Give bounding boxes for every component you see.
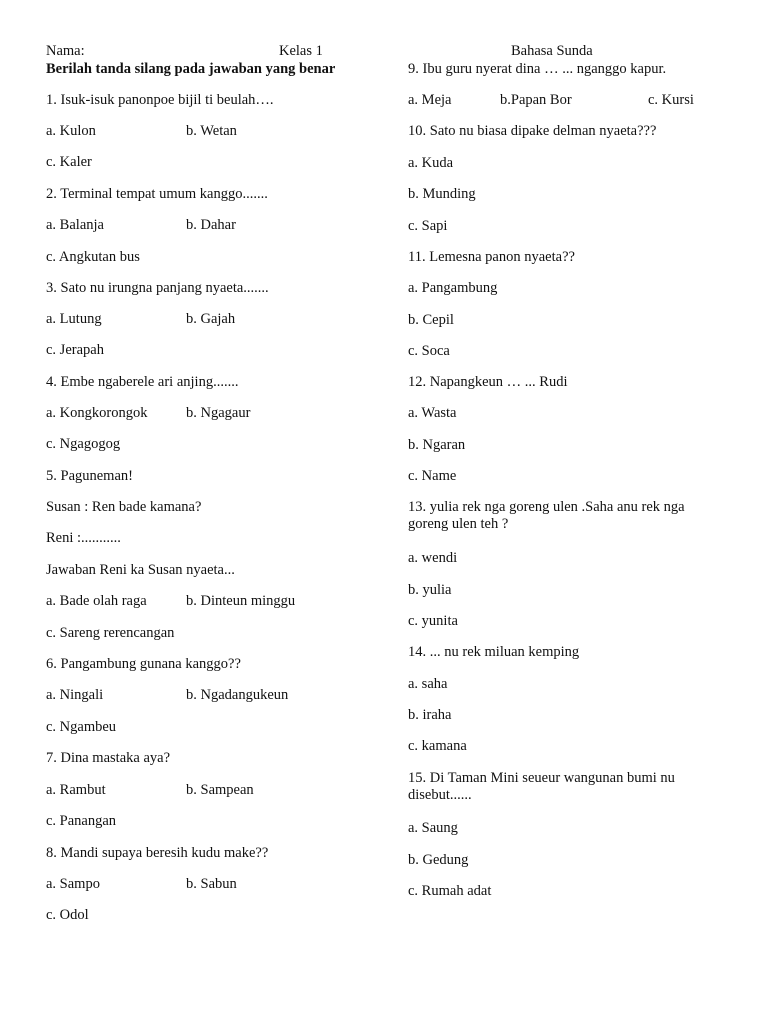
option-2b: b. Dahar	[186, 217, 236, 233]
question-6: 6. Pangambung gunana kanggo??	[46, 656, 241, 672]
question-13: 13. yulia rek nga goreng ulen .Saha anu rek nga goreng ulen teh ?	[408, 499, 685, 532]
option-15c: c. Rumah adat	[408, 883, 492, 899]
question-2: 2. Terminal tempat umum kanggo.......	[46, 186, 268, 202]
option-12a: a. Wasta	[408, 405, 457, 421]
option-11c: c. Soca	[408, 343, 450, 359]
question-10: 10. Sato nu biasa dipake delman nyaeta???	[408, 123, 657, 139]
option-8a: a. Sampo	[46, 876, 100, 892]
dialog-susan: Susan : Ren bade kamana?	[46, 499, 202, 515]
option-7c: c. Panangan	[46, 813, 117, 829]
question-14: 14. ... nu rek miluan kemping	[408, 644, 580, 660]
question-15: 15. Di Taman Mini seueur wangunan bumi nu disebut......	[408, 770, 675, 803]
option-5c: c. Sareng rerencangan	[46, 625, 175, 641]
option-11a: a. Pangambung	[408, 280, 498, 296]
question-11: 11. Lemesna panon nyaeta??	[408, 249, 575, 265]
option-14b: b. iraha	[408, 707, 452, 723]
option-1c: c. Kaler	[46, 154, 92, 170]
option-2c: c. Angkutan bus	[46, 249, 140, 265]
question-7: 7. Dina mastaka aya?	[46, 750, 171, 766]
option-13b: b. yulia	[408, 582, 452, 598]
question-12: 12. Napangkeun … ... Rudi	[408, 374, 568, 390]
option-2a: a. Balanja	[46, 217, 104, 233]
option-9c: c. Kursi	[648, 92, 694, 108]
option-11b: b. Cepil	[408, 312, 454, 328]
dialog-reni: Reni :...........	[46, 530, 121, 546]
option-4a: a. Kongkorongok	[46, 405, 148, 421]
option-7a: a. Rambut	[46, 782, 106, 798]
option-15a: a. Saung	[408, 820, 458, 836]
option-6a: a. Ningali	[46, 687, 104, 703]
option-6c: c. Ngambeu	[46, 719, 117, 735]
option-14a: a. saha	[408, 676, 448, 692]
option-12c: c. Name	[408, 468, 457, 484]
question-3: 3. Sato nu irungna panjang nyaeta.......	[46, 280, 269, 296]
question-5-prompt: Jawaban Reni ka Susan nyaeta...	[46, 562, 235, 578]
option-10c: c. Sapi	[408, 218, 448, 234]
option-13c: c. yunita	[408, 613, 458, 629]
option-10b: b. Munding	[408, 186, 476, 202]
option-15b: b. Gedung	[408, 852, 469, 868]
option-4c: c. Ngagogog	[46, 436, 121, 452]
option-9a: a. Meja	[408, 92, 452, 108]
option-8b: b. Sabun	[186, 876, 237, 892]
option-1b: b. Wetan	[186, 123, 237, 139]
option-3b: b. Gajah	[186, 311, 236, 327]
question-1: 1. Isuk-isuk panonpoe bijil ti beulah….	[46, 92, 274, 108]
question-5: 5. Paguneman!	[46, 468, 133, 484]
question-8: 8. Mandi supaya beresih kudu make??	[46, 845, 269, 861]
option-7b: b. Sampean	[186, 782, 254, 798]
option-3c: c. Jerapah	[46, 342, 104, 358]
option-12b: b. Ngaran	[408, 437, 466, 453]
option-3a: a. Lutung	[46, 311, 102, 327]
option-10a: a. Kuda	[408, 155, 454, 171]
option-8c: c. Odol	[46, 907, 89, 923]
option-6b: b. Ngadangukeun	[186, 687, 289, 703]
option-13a: a. wendi	[408, 550, 458, 566]
option-9b: b.Papan Bor	[500, 92, 572, 108]
subject-label: Bahasa Sunda	[511, 43, 593, 59]
option-1a: a. Kulon	[46, 123, 96, 139]
question-9: 9. Ibu guru nyerat dina … ... nganggo kapur.	[408, 61, 667, 77]
instruction: Berilah tanda silang pada jawaban yang benar	[46, 61, 336, 77]
option-4b: b. Ngagaur	[186, 405, 251, 421]
option-5b: b. Dinteun minggu	[186, 593, 296, 609]
name-label: Nama:	[46, 43, 85, 59]
class-label: Kelas 1	[279, 43, 323, 59]
option-14c: c. kamana	[408, 738, 467, 754]
option-5a: a. Bade olah raga	[46, 593, 147, 609]
question-4: 4. Embe ngaberele ari anjing.......	[46, 374, 239, 390]
